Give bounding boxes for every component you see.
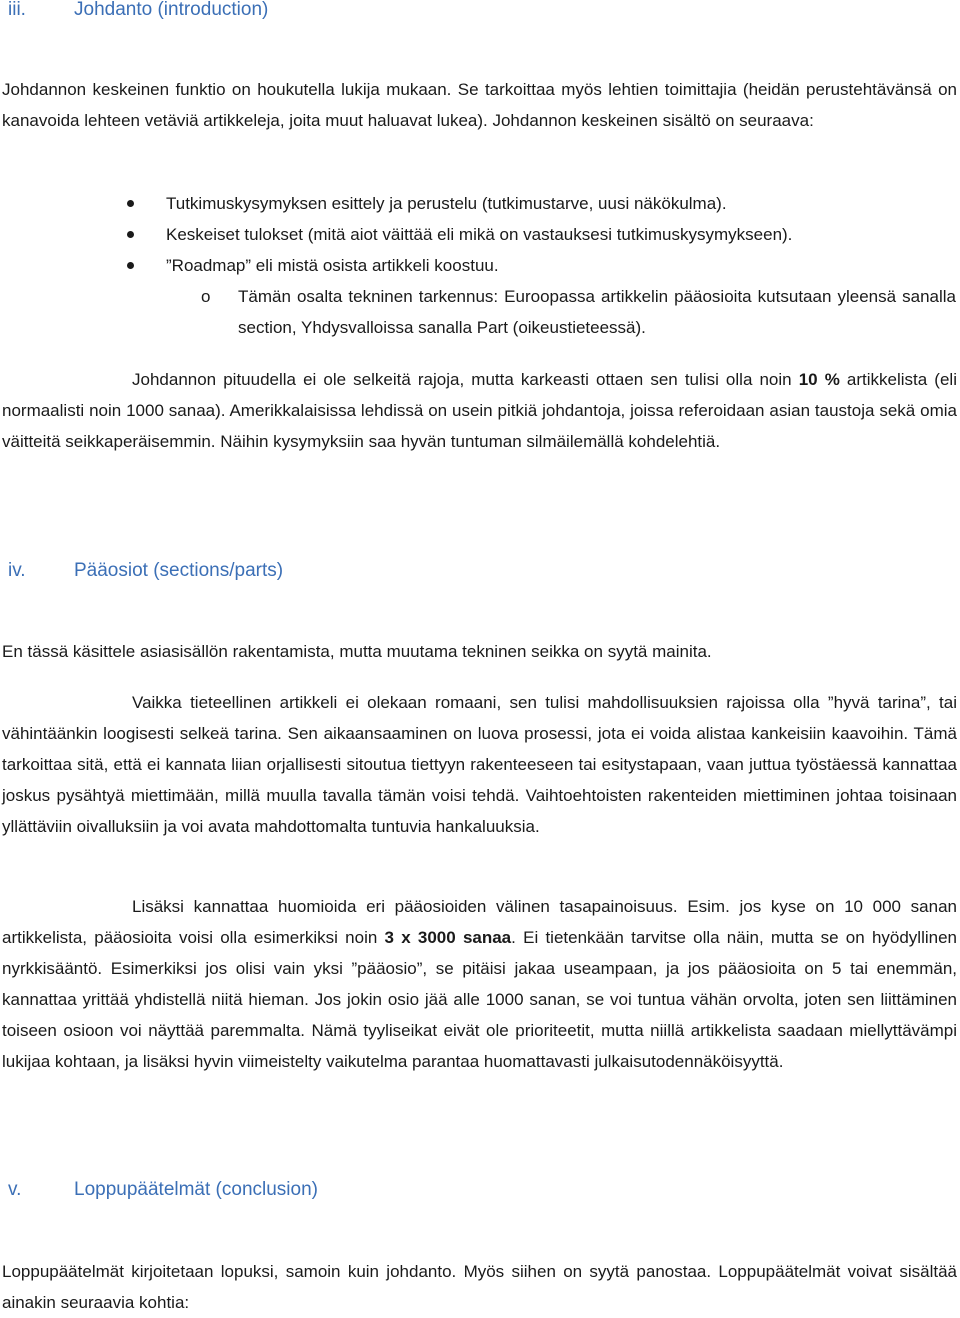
bold-value: 10 %	[798, 370, 840, 389]
sub-list-item	[0, 281, 956, 343]
text-run: Lisäksi kannattaa huomioida eri pääosioiden välinen tasapainoisuus. Esim. jos kyse on 10 000 sanan artikkelista, pääosioita voisi olla esimerkiksi noin	[2, 897, 957, 947]
list-item-text: Tutkimuskysymyksen esittely ja perustelu (tutkimustarve, uusi näkökulma).	[166, 194, 727, 213]
section-title: Pääosiot (sections/parts)	[74, 560, 284, 581]
section-heading-v	[8, 1174, 318, 1205]
sections-intro-paragraph: En tässä käsittele asiasisällön rakentamista, mutta muutama tekninen seikka on syytä mainita.	[2, 642, 712, 661]
balance-paragraph	[2, 891, 957, 1077]
list-item	[0, 219, 956, 250]
bullet-icon	[127, 262, 134, 269]
story-paragraph: Vaikka tieteellinen artikkeli ei olekaan romaani, sen tulisi mahdollisuuksien rajoissa olla ”hyvä tarina”, tai vähintäänkin loogisesti selkeä tarina. Sen aikaansaaminen on luova prosessi, jota ei voida alistaa kankeisiin kaavoihin. Tämä tarkoittaa sitä, että ei kannata liian orjallisesti sitoutua tiettyyn rakenteeseen tai esitystapaan, vaan juttua työstäessä kannattaa joskus pysähtyä miettimään, millä muulla tavalla tämän voisi tehdä. Vaihtoehtoisten rakenteiden miettiminen johtaa toisinaan yllättäviin oivalluksiin ja voi avata mahdottomalta tuntuvia hankaluuksia.	[2, 693, 957, 836]
list-item-text: ”Roadmap” eli mistä osista artikkeli koostuu.	[166, 256, 499, 275]
bullet-icon	[127, 231, 134, 238]
section-number: iv.	[8, 560, 26, 581]
section-heading-iii	[8, 0, 268, 25]
list-item	[0, 188, 956, 219]
section-number: v.	[8, 1179, 22, 1200]
length-paragraph	[2, 364, 957, 457]
text-run: Johdannon pituudella ei ole selkeitä rajoja, mutta karkeasti ottaen sen tulisi olla noin	[132, 370, 792, 389]
text-run: artikkelista (eli normaalisti noin 1000 sanaa). Amerikkalaisissa lehdissä on usein pitkiä johdantoja, joissa referoidaan asian taustoja sekä omia väitteitä seikkaperäisemmin. Näihin kysymyksiin saa hyvän tuntuman silmäilemällä kohdelehtiä.	[2, 370, 957, 451]
section-number: iii.	[8, 0, 26, 20]
list-item	[0, 250, 956, 281]
conclusion-paragraph: Loppupäätelmät kirjoitetaan lopuksi, samoin kuin johdanto. Myös siihen on syytä panostaa. Loppupäätelmät voivat sisältää ainakin seuraavia kohtia:	[2, 1262, 957, 1312]
bold-value: 3 x 3000 sanaa	[384, 928, 512, 947]
list-item-text: Keskeiset tulokset (mitä aiot väittää eli mikä on vastauksesi tutkimuskysymykseen).	[166, 225, 793, 244]
section-heading-iv	[8, 555, 283, 586]
bullet-list	[0, 188, 960, 343]
bullet-icon	[127, 200, 134, 207]
circle-bullet-icon: o	[201, 287, 211, 306]
section-title: Loppupäätelmät (conclusion)	[74, 1179, 318, 1200]
text-run: . Ei tietenkään tarvitse olla näin, mutta se on hyödyllinen nyrkkisääntö. Esimerkiksi jos olisi vain yksi ”pääosio”, se pitäisi jakaa useampaan, ja jos pääosioita on 5 tai enemmän, kannattaa yrittää yhdistellä niitä hieman. Jos jokin osio jää alle 1000 sanan, se voi tuntua vähän orvolta, joten sen liittäminen toiseen osioon voi näyttää paremmalta. Nämä tyyliseikat eivät ole prioriteetit, mutta niillä artikkelista saadaan miellyttävämpi lukijaa kohtaan, ja lisäksi hyvin viimeistelty vaikutelma parantaa huomattavasti julkaisutodennäköisyyttä.	[2, 928, 957, 1071]
section-title: Johdanto (introduction)	[74, 0, 269, 20]
intro-paragraph: Johdannon keskeinen funktio on houkutella lukija mukaan. Se tarkoittaa myös lehtien toimittajia (heidän perustehtävänsä on kanavoida lehteen vetäviä artikkeleja, joita muut haluavat lukea). Johdannon keskeinen sisältö on seuraava:	[2, 80, 957, 130]
list-item-text: Tämän osalta tekninen tarkennus: Euroopassa artikkelin pääosioita kutsutaan yleensä sanalla section, Yhdysvalloissa sanalla Part (oikeustieteessä).	[238, 287, 956, 337]
